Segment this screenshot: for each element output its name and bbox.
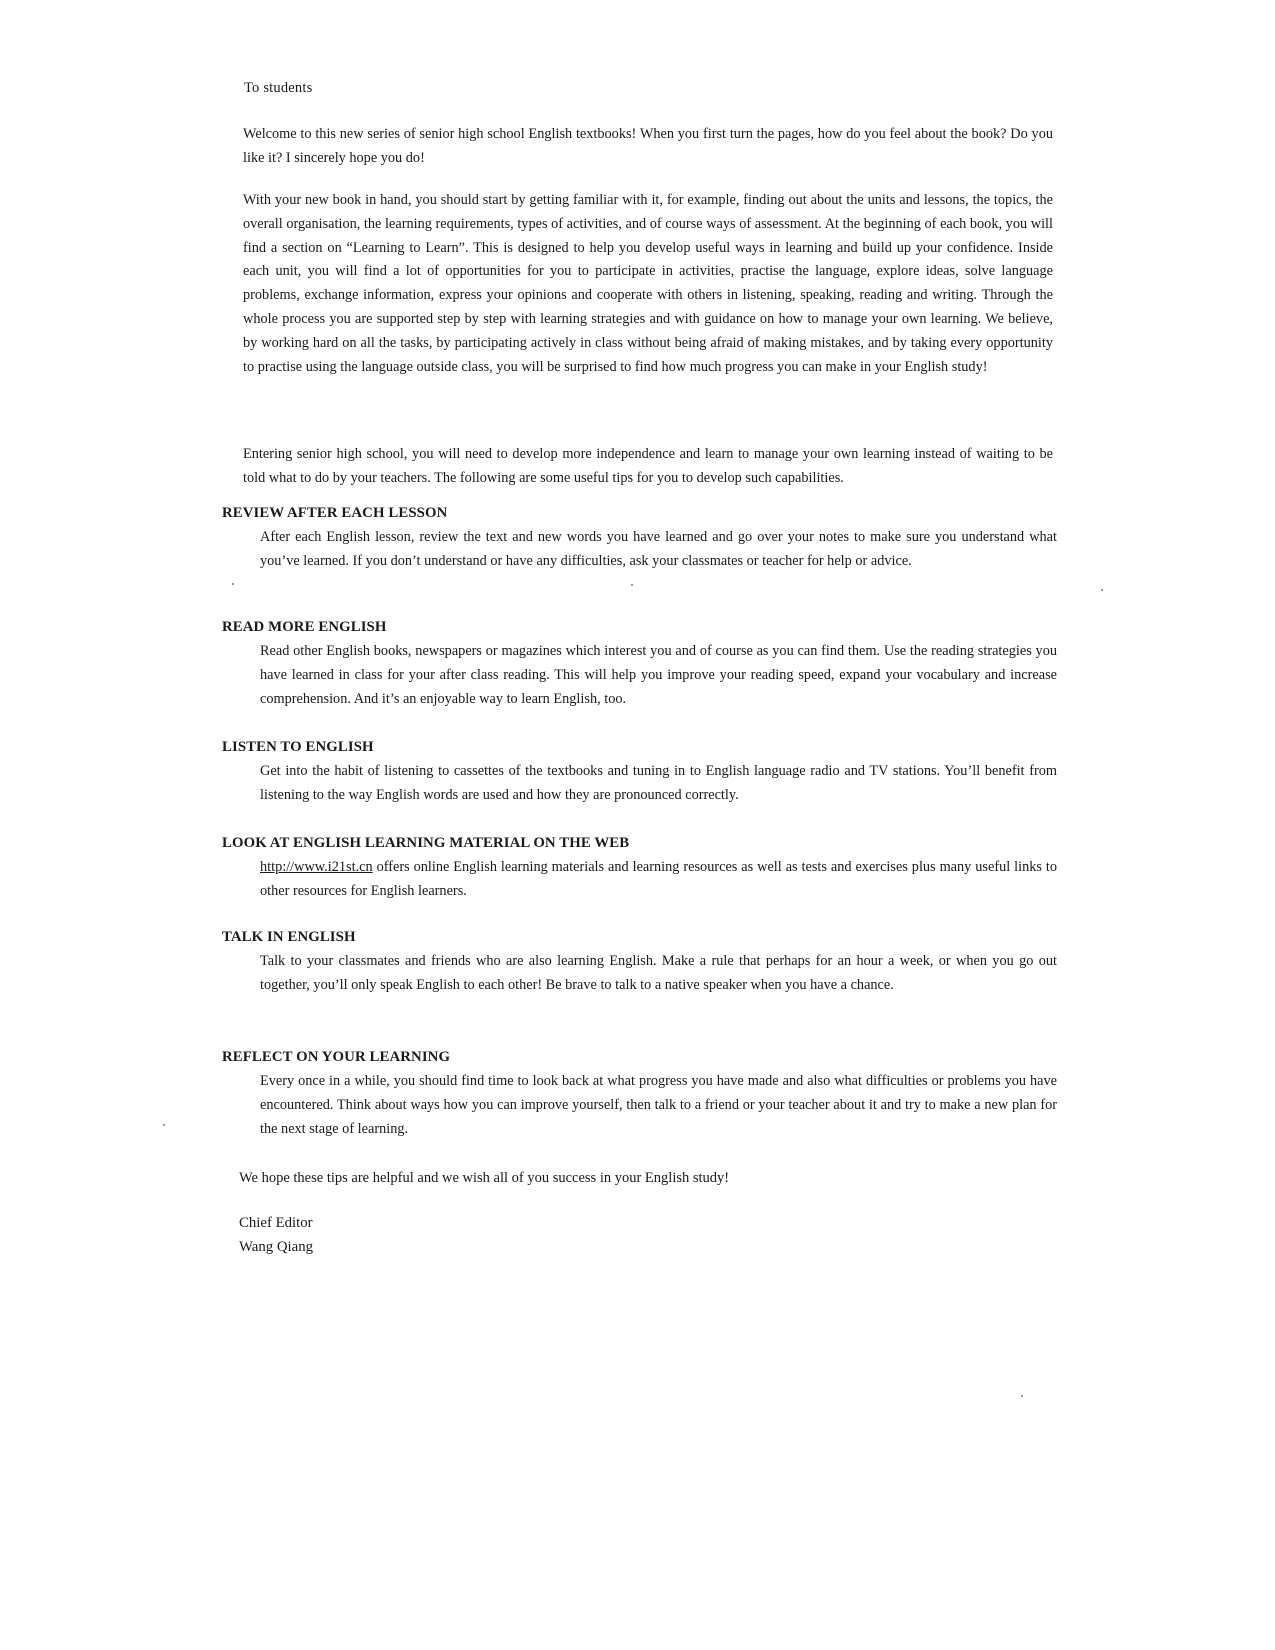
- scan-speck: [163, 1124, 165, 1126]
- signature-title: Chief Editor: [239, 1215, 313, 1231]
- tip-heading: REFLECT ON YOUR LEARNING: [222, 1049, 451, 1065]
- scan-speck: [232, 583, 234, 585]
- tip-heading: REVIEW AFTER EACH LESSON: [222, 505, 448, 521]
- tip-body: [260, 856, 1057, 904]
- salutation: To students: [244, 80, 313, 96]
- tip-body: After each English lesson, review the text and new words you have learned and go over your notes to make sure you understand what you’ve learned. If you don’t understand or have any difficulties, ask your classmates or teacher for help or advice.: [260, 529, 1057, 569]
- tip-body: Talk to your classmates and friends who are also learning English. Make a rule that perhaps for an hour a week, or when you go out together, you’ll only speak English to each other! Be brave to talk to a native speaker when you have a chance.: [260, 953, 1057, 993]
- tip-heading: LOOK AT ENGLISH LEARNING MATERIAL ON THE WEB: [222, 835, 630, 851]
- tip-section-web: [222, 835, 1058, 904]
- tip-body: Read other English books, newspapers or magazines which interest you and of course as you can find them. Use the reading strategies you have learned in class for your after class reading. This will help you improve your reading speed, expand your vocabulary and increase comprehension. And it’s an enjoyable way to learn English, too.: [260, 643, 1057, 707]
- tip-body-text: offers online English learning materials and learning resources as well as tests and exercises plus many useful links to other resources for English learners.: [260, 859, 1057, 899]
- tip-section-reflect: [222, 1049, 1058, 1141]
- tip-section-talk: [222, 929, 1058, 998]
- tip-heading: TALK IN ENGLISH: [222, 929, 356, 945]
- tip-heading: LISTEN TO ENGLISH: [222, 739, 374, 755]
- signature-block: [239, 1211, 313, 1259]
- tip-section-read: [222, 619, 1058, 711]
- web-link[interactable]: http://www.i21st.cn: [260, 859, 373, 875]
- scan-speck: [1101, 589, 1103, 591]
- signature-name: Wang Qiang: [239, 1239, 314, 1255]
- tip-section-listen: [222, 739, 1058, 808]
- tip-body: Get into the habit of listening to cassettes of the textbooks and tuning in to English language radio and TV stations. You’ll benefit from listening to the way English words are used and how they are pronounced correctly.: [260, 763, 1057, 803]
- scan-speck: [1021, 1395, 1023, 1397]
- intro-paragraph: Welcome to this new series of senior high school English textbooks! When you first turn the pages, how do you feel about the book? Do you like it? I sincerely hope you do!: [243, 126, 1053, 166]
- scan-speck: [631, 584, 633, 586]
- tip-section-review: [222, 505, 1058, 574]
- tip-heading: READ MORE ENGLISH: [222, 619, 387, 635]
- closing-line: We hope these tips are helpful and we wish all of you success in your English study!: [239, 1170, 730, 1186]
- tip-body: Every once in a while, you should find time to look back at what progress you have made and also what difficulties or problems you have encountered. Think about ways how you can improve yourself, then talk to a friend or your teacher about it and try to make a new plan for the next stage of learning.: [260, 1073, 1057, 1137]
- intro-paragraph: With your new book in hand, you should start by getting familiar with it, for example, finding out about the units and lessons, the topics, the overall organisation, the learning requirements, types of activities, and of course ways of assessment. At the beginning of each book, you will find a section on “Learning to Learn”. This is designed to help you develop useful ways in learning and build up your confidence. Inside each unit, you will find a lot of opportunities for you to participate in activities, practise the language, explore ideas, solve language problems, exchange information, express your opinions and cooperate with others in listening, speaking, reading and writing. Through the whole process you are supported step by step with learning strategies and with guidance on how to manage your own learning. We believe, by working hard on all the tasks, by participating actively in class without being afraid of making mistakes, and by taking every opportunity to practise using the language outside class, you will be surprised to find how much progress you can make in your English study!: [243, 192, 1053, 375]
- intro-paragraph: Entering senior high school, you will need to develop more independence and learn to manage your own learning instead of waiting to be told what to do by your teachers. The following are some useful tips for you to develop such capabilities.: [243, 446, 1053, 486]
